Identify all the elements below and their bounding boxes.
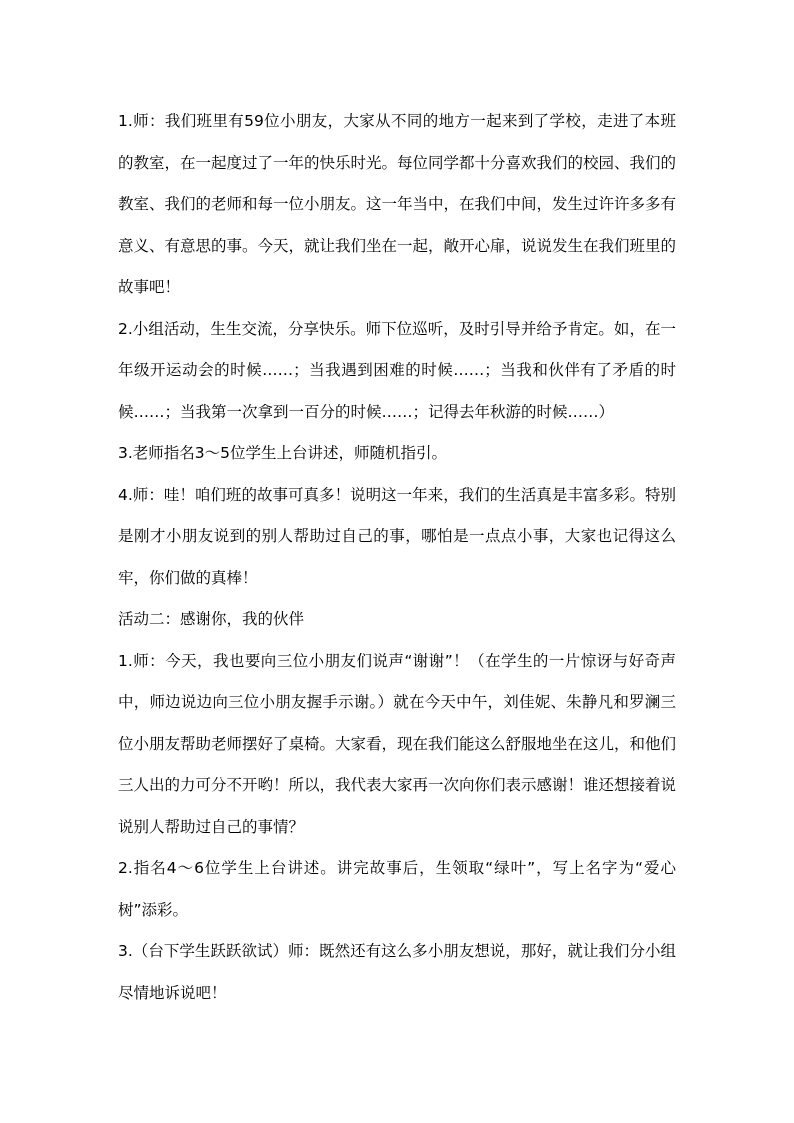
- paragraph-7: 3.（台下学生跃跃欲试）师：既然还有这么多小朋友想说，那好，就让我们分小组尽情地诉说吧！: [118, 942, 676, 1002]
- paragraph-5: 1.师：今天，我也要向三位小朋友们说声“谢谢”！（在学生的一片惊讶与好奇声中，师边说边向三位小朋友握手示谢。）就在今天中午，刘佳妮、朱静凡和罗澜三位小朋友帮助老师摆好了桌椅。大家看，现在我们能这么舒服地坐在这儿，和他们三人出的力可分不开哟！所以，我代表大家再一次向你们表示感谢！谁还想接着说说别人帮助过自己的事情？: [118, 651, 677, 836]
- paragraph-4: 4.师：哇！咱们班的故事可真多！说明这一年来，我们的生活真是丰富多彩。特别是刚才小朋友说到的别人帮助过自己的事，哪怕是一点点小事，大家也记得这么牢，你们做的真棒！: [118, 485, 676, 587]
- section-heading-activity-2: 活动二：感谢你，我的伙伴: [118, 610, 305, 628]
- paragraph-2: 2.小组活动，生生交流，分享快乐。师下位巡听，及时引导并给予肯定。如，在一年级开运动会的时候……；当我遇到困难的时候……；当我和伙伴有了矛盾的时候……；当我第一次拿到一百分的时候……；记得去年秋游的时候……）: [118, 319, 676, 421]
- paragraph-1: 1.师：我们班里有59位小朋友，大家从不同的地方一起来到了学校，走进了本班的教室，在一起度过了一年的快乐时光。每位同学都十分喜欢我们的校园、我们的教室、我们的老师和每一位小朋友。这一年当中，在我们中间，发生过许许多多有意义、有意思的事。今天，就让我们坐在一起，敞开心扉，说说发生在我们班里的故事吧！: [118, 112, 677, 296]
- paragraph-3: 3.老师指名3～5位学生上台讲述，师随机指引。: [118, 444, 448, 462]
- paragraph-6: 2.指名4～6位学生上台讲述。讲完故事后，生领取“绿叶”，写上名字为“爱心树”添彩。: [118, 859, 676, 919]
